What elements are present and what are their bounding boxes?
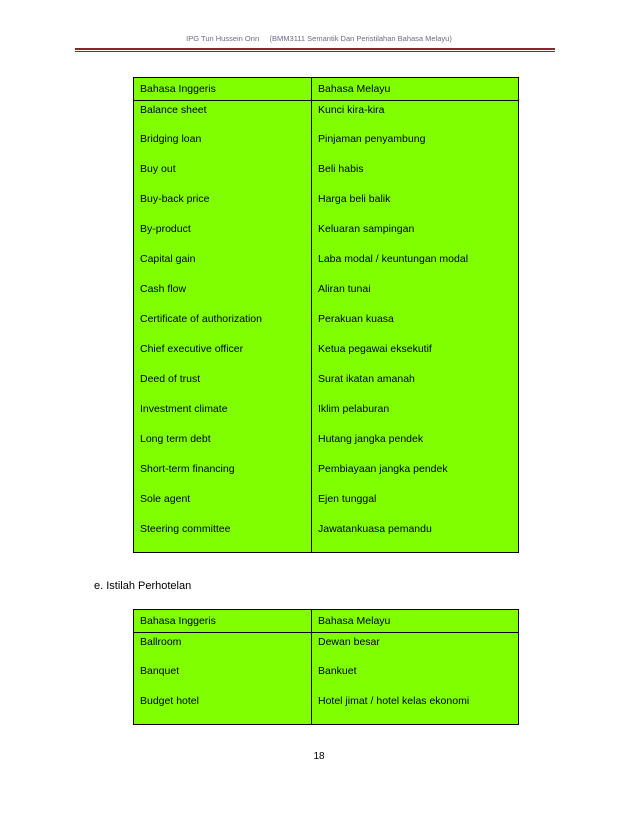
malay-term: Jawatankuasa pemandu [312,521,519,553]
page-number: 18 [313,751,325,762]
english-term: Capital gain [134,251,312,281]
english-term: Steering committee [134,521,312,553]
malay-term: Aliran tunai [312,281,519,311]
malay-term: Harga beli balik [312,191,519,221]
table-row [134,221,519,251]
table-row [134,191,519,221]
table-row [134,401,519,431]
malay-term: Kunci kira-kira [312,101,519,131]
english-term: Balance sheet [134,101,312,131]
malay-term: Dewan besar [312,633,519,663]
malay-term: Hotel jimat / hotel kelas ekonomi [312,693,519,725]
malay-term: Laba modal / keuntungan modal [312,251,519,281]
business-terms-table [133,77,519,553]
malay-term: Pinjaman penyambung [312,131,519,161]
malay-term: Perakuan kuasa [312,311,519,341]
malay-term: Keluaran sampingan [312,221,519,251]
header-institution: IPG Tun Hussein Onn [186,34,260,43]
english-term: Banquet [134,663,312,693]
header-rule-thin [75,51,555,52]
malay-term: Iklim pelaburan [312,401,519,431]
english-term: Long term debt [134,431,312,461]
table-row [134,633,519,663]
table-row [134,101,519,131]
english-term: Deed of trust [134,371,312,401]
table-row [134,251,519,281]
english-term: Investment climate [134,401,312,431]
malay-term: Hutang jangka pendek [312,431,519,461]
table-row [134,431,519,461]
section-heading-hotel: e. Istilah Perhotelan [94,580,192,592]
malay-term: Bankuet [312,663,519,693]
table-row [134,521,519,553]
header-rule [75,48,555,50]
english-term: Sole agent [134,491,312,521]
malay-term: Pembiayaan jangka pendek [312,461,519,491]
table-row [134,161,519,191]
table-row [134,281,519,311]
english-term: Cash flow [134,281,312,311]
column-header-english: Bahasa Inggeris [134,78,312,101]
table-row [134,461,519,491]
malay-term: Surat ikatan amanah [312,371,519,401]
table-header-row [134,610,519,633]
english-term: Buy-back price [134,191,312,221]
english-term: Short-term financing [134,461,312,491]
malay-term: Ejen tunggal [312,491,519,521]
malay-term: Ketua pegawai eksekutif [312,341,519,371]
english-term: Ballroom [134,633,312,663]
table-row [134,131,519,161]
english-term: Chief executive officer [134,341,312,371]
column-header-malay: Bahasa Melayu [312,78,519,101]
english-term: Budget hotel [134,693,312,725]
hotel-terms-table [133,609,519,725]
table-row [134,693,519,725]
page-header [0,34,638,43]
table-row [134,341,519,371]
header-course: (BMM3111 Semantik Dan Peristilahan Bahasa Melayu) [269,34,452,43]
english-term: Certificate of authorization [134,311,312,341]
table-header-row [134,78,519,101]
english-term: Buy out [134,161,312,191]
table-row [134,491,519,521]
table-row [134,663,519,693]
column-header-malay: Bahasa Melayu [312,610,519,633]
column-header-english: Bahasa Inggeris [134,610,312,633]
malay-term: Beli habis [312,161,519,191]
table-row [134,371,519,401]
english-term: By-product [134,221,312,251]
table-row [134,311,519,341]
english-term: Bridging loan [134,131,312,161]
